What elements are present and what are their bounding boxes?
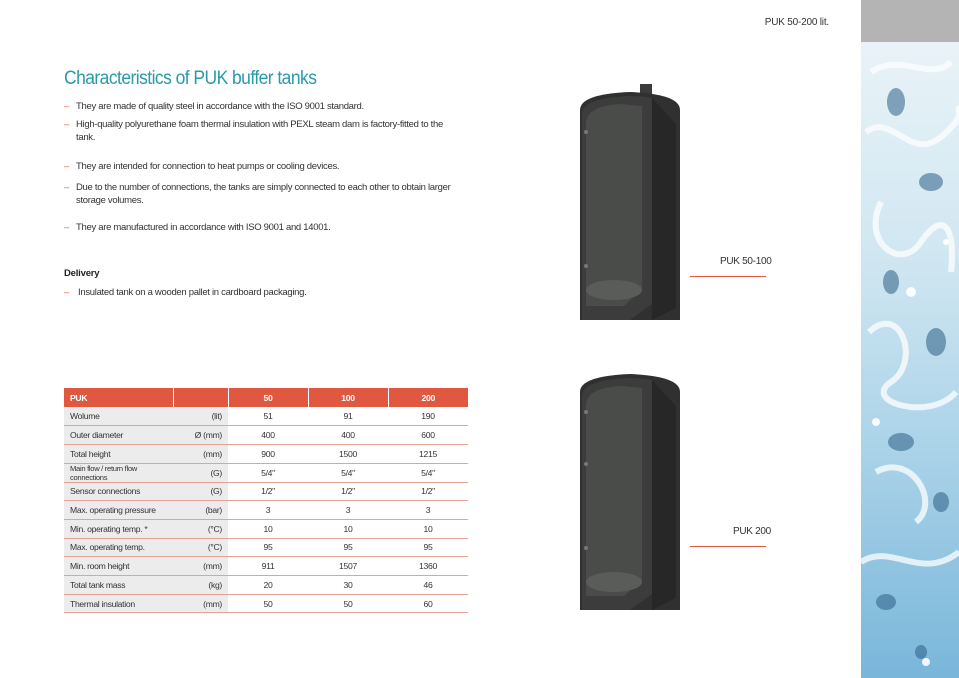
row-value-200: 1360 — [388, 557, 468, 576]
row-unit-cell: (°C) — [173, 519, 228, 538]
header-cell-50: 50 — [228, 388, 308, 407]
table-row — [64, 444, 468, 463]
row-value-200: 600 — [388, 426, 468, 445]
row-value-200: 3 — [388, 501, 468, 520]
tank-image-puk-200 — [580, 372, 690, 610]
tank-label-line-small — [690, 276, 766, 277]
header-cell-100: 100 — [308, 388, 388, 407]
row-unit-cell: (lit) — [173, 407, 228, 426]
side-top-bar — [861, 0, 959, 42]
row-value-100: 91 — [308, 407, 388, 426]
page-title: Characteristics of PUK buffer tanks — [64, 68, 317, 89]
row-name-cell: Total height — [64, 444, 173, 463]
row-unit-cell: (kg) — [173, 576, 228, 595]
row-value-100: 400 — [308, 426, 388, 445]
delivery-title: Delivery — [64, 268, 100, 279]
row-unit-cell: (mm) — [173, 594, 228, 613]
row-name-cell: Min. room height — [64, 557, 173, 576]
row-value-100: 1/2" — [308, 482, 388, 501]
tank-label-large: PUK 200 — [733, 526, 771, 537]
row-name-cell: Total tank mass — [64, 576, 173, 595]
header-label: PUK 50-200 lit. — [764, 17, 829, 28]
row-name-cell: Wolume — [64, 407, 173, 426]
row-name-cell: Max. operating pressure — [64, 501, 173, 520]
table-row — [64, 407, 468, 426]
water-splash-image — [861, 42, 959, 678]
table-row — [64, 501, 468, 520]
row-value-100: 1500 — [308, 444, 388, 463]
row-value-50: 3 — [228, 501, 308, 520]
row-value-200: 1/2" — [388, 482, 468, 501]
row-unit-cell: (G) — [173, 463, 228, 482]
row-value-100: 30 — [308, 576, 388, 595]
feature-item: – They are intended for connection to heat pumps or cooling devices. — [64, 161, 340, 172]
row-name-cell: Max. operating temp. — [64, 538, 173, 557]
feature-item: – They are manufactured in accordance with ISO 9001 and 14001. — [64, 222, 331, 233]
row-value-100: 50 — [308, 594, 388, 613]
table-row — [64, 519, 468, 538]
row-value-200: 5/4" — [388, 463, 468, 482]
tank-image-puk-50-100 — [580, 84, 690, 320]
row-name-cell: Outer diameter — [64, 426, 173, 445]
row-value-100: 95 — [308, 538, 388, 557]
row-value-200: 46 — [388, 576, 468, 595]
table-row — [64, 594, 468, 613]
row-value-200: 10 — [388, 519, 468, 538]
row-value-50: 400 — [228, 426, 308, 445]
row-value-50: 5/4" — [228, 463, 308, 482]
row-value-50: 95 — [228, 538, 308, 557]
header-cell-unit — [173, 388, 228, 407]
row-value-50: 10 — [228, 519, 308, 538]
row-unit-cell: (mm) — [173, 444, 228, 463]
row-value-200: 190 — [388, 407, 468, 426]
table-header-row — [64, 388, 468, 407]
feature-item: – They are made of quality steel in accordance with the ISO 9001 standard. — [64, 101, 364, 112]
row-unit-cell: Ø (mm) — [173, 426, 228, 445]
delivery-item: – Insulated tank on a wooden pallet in cardboard packaging. — [64, 287, 307, 298]
table-row — [64, 482, 468, 501]
row-value-50: 900 — [228, 444, 308, 463]
row-unit-cell: (G) — [173, 482, 228, 501]
row-unit-cell: (mm) — [173, 557, 228, 576]
row-name-cell: Sensor connections — [64, 482, 173, 501]
row-value-100: 1507 — [308, 557, 388, 576]
row-value-200: 1215 — [388, 444, 468, 463]
header-cell-model: PUK — [64, 388, 173, 407]
row-value-100: 10 — [308, 519, 388, 538]
row-value-50: 1/2" — [228, 482, 308, 501]
specs-table — [64, 388, 468, 613]
feature-list — [64, 100, 464, 234]
feature-item: – Due to the number of connections, the tanks are simply connected to each other to obtain larger storage volumes. — [64, 182, 451, 206]
tank-label-small: PUK 50-100 — [720, 256, 772, 267]
table-row — [64, 426, 468, 445]
feature-item: – High-quality polyurethane foam thermal insulation with PEXL steam dam is factory-fitted to the tank. — [64, 119, 443, 143]
row-value-50: 50 — [228, 594, 308, 613]
row-value-200: 60 — [388, 594, 468, 613]
row-value-100: 5/4" — [308, 463, 388, 482]
header-cell-200: 200 — [388, 388, 468, 407]
table-row — [64, 463, 468, 482]
row-name-cell: Thermal insulation — [64, 594, 173, 613]
row-unit-cell: (°C) — [173, 538, 228, 557]
table-row — [64, 538, 468, 557]
row-name-cell: Main flow / return flow connections — [64, 463, 173, 482]
row-value-50: 20 — [228, 576, 308, 595]
row-name-cell: Min. operating temp. * — [64, 519, 173, 538]
table-row — [64, 576, 468, 595]
tank-label-line-large — [690, 546, 766, 547]
row-unit-cell: (bar) — [173, 501, 228, 520]
row-value-100: 3 — [308, 501, 388, 520]
table-row — [64, 557, 468, 576]
row-value-50: 911 — [228, 557, 308, 576]
row-value-50: 51 — [228, 407, 308, 426]
row-value-200: 95 — [388, 538, 468, 557]
